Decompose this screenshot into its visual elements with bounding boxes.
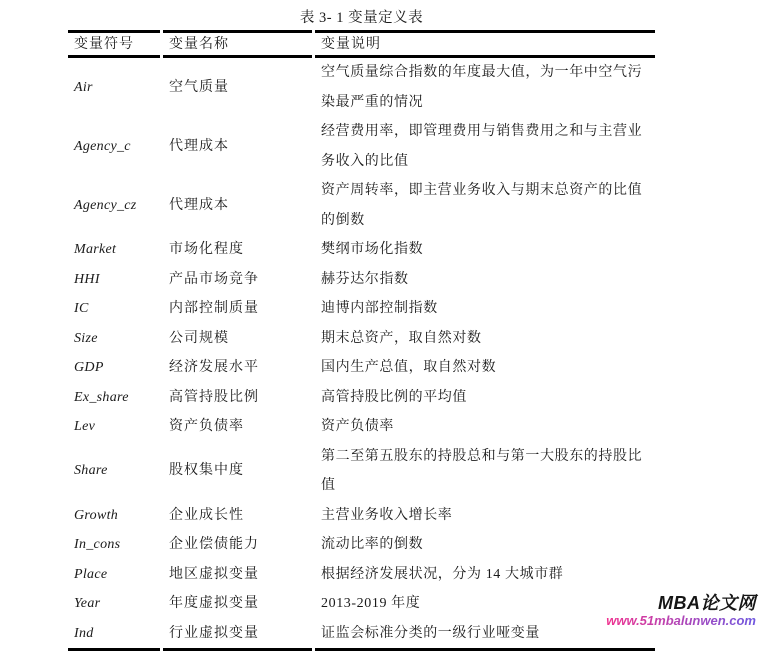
variable-desc: 第二至第五股东的持股总和与第一大股东的持股比值 <box>315 442 655 501</box>
table-row <box>68 58 655 117</box>
variable-desc: 经营费用率，即管理费用与销售费用之和与主营业务收入的比值 <box>315 117 655 176</box>
variable-symbol: Ex_share <box>68 383 160 413</box>
variable-name: 地区虚拟变量 <box>163 560 312 590</box>
table-row <box>68 501 655 531</box>
table-row <box>68 353 655 383</box>
variable-name: 企业成长性 <box>163 501 312 531</box>
variable-name: 代理成本 <box>163 176 312 235</box>
col-header-desc: 变量说明 <box>315 30 655 58</box>
table-row <box>68 530 655 560</box>
variable-name: 资产负债率 <box>163 412 312 442</box>
table-row <box>68 324 655 354</box>
variable-name: 经济发展水平 <box>163 353 312 383</box>
variable-desc: 资产负债率 <box>315 412 655 442</box>
table-row <box>68 442 655 501</box>
variable-symbol: Market <box>68 235 160 265</box>
variable-desc: 证监会标准分类的一级行业哑变量 <box>315 619 655 651</box>
variable-name: 公司规模 <box>163 324 312 354</box>
header-row <box>68 30 655 58</box>
variable-symbol: GDP <box>68 353 160 383</box>
variable-name: 行业虚拟变量 <box>163 619 312 651</box>
variable-symbol: HHI <box>68 265 160 295</box>
variable-desc: 资产周转率，即主营业务收入与期末总资产的比值的倒数 <box>315 176 655 235</box>
table-row <box>68 176 655 235</box>
variable-desc: 2013-2019 年度 <box>315 589 655 619</box>
variable-symbol: Share <box>68 442 160 501</box>
variable-symbol: Lev <box>68 412 160 442</box>
watermark-brand-logo: MBA论文网 <box>606 594 756 614</box>
variable-desc: 高管持股比例的平均值 <box>315 383 655 413</box>
variable-desc: 期末总资产，取自然对数 <box>315 324 655 354</box>
variable-name: 高管持股比例 <box>163 383 312 413</box>
variable-name: 市场化程度 <box>163 235 312 265</box>
variable-symbol: Growth <box>68 501 160 531</box>
variable-desc: 空气质量综合指数的年度最大值，为一年中空气污染最严重的情况 <box>315 58 655 117</box>
variable-name: 产品市场竞争 <box>163 265 312 295</box>
variable-name: 代理成本 <box>163 117 312 176</box>
variable-symbol: IC <box>68 294 160 324</box>
variable-desc: 樊纲市场化指数 <box>315 235 655 265</box>
variable-name: 空气质量 <box>163 58 312 117</box>
watermark <box>606 594 756 628</box>
variable-name: 内部控制质量 <box>163 294 312 324</box>
table-row <box>68 383 655 413</box>
watermark-url: www.51mbalunwen.com <box>606 614 756 628</box>
variable-symbol: Air <box>68 58 160 117</box>
variable-desc: 流动比率的倒数 <box>315 530 655 560</box>
col-header-name: 变量名称 <box>163 30 312 58</box>
variable-symbol: Ind <box>68 619 160 651</box>
variable-symbol: Size <box>68 324 160 354</box>
variable-desc: 赫芬达尔指数 <box>315 265 655 295</box>
col-header-symbol: 变量符号 <box>68 30 160 58</box>
table-caption: 表 3- 1 变量定义表 <box>65 6 658 27</box>
table-row <box>68 619 655 651</box>
table-row <box>68 589 655 619</box>
variable-symbol: Year <box>68 589 160 619</box>
table-row <box>68 117 655 176</box>
table-row <box>68 412 655 442</box>
variable-symbol: Place <box>68 560 160 590</box>
variable-name: 股权集中度 <box>163 442 312 501</box>
variable-desc: 根据经济发展状况，分为 14 大城市群 <box>315 560 655 590</box>
variable-desc: 国内生产总值，取自然对数 <box>315 353 655 383</box>
variable-symbol: Agency_cz <box>68 176 160 235</box>
table-row <box>68 235 655 265</box>
variable-name: 企业偿债能力 <box>163 530 312 560</box>
table-row <box>68 560 655 590</box>
variable-desc: 主营业务收入增长率 <box>315 501 655 531</box>
variable-symbol: Agency_c <box>68 117 160 176</box>
variable-name: 年度虚拟变量 <box>163 589 312 619</box>
table-row <box>68 265 655 295</box>
table-row <box>68 294 655 324</box>
variable-definition-table <box>65 30 658 651</box>
variable-symbol: In_cons <box>68 530 160 560</box>
variable-desc: 迪博内部控制指数 <box>315 294 655 324</box>
